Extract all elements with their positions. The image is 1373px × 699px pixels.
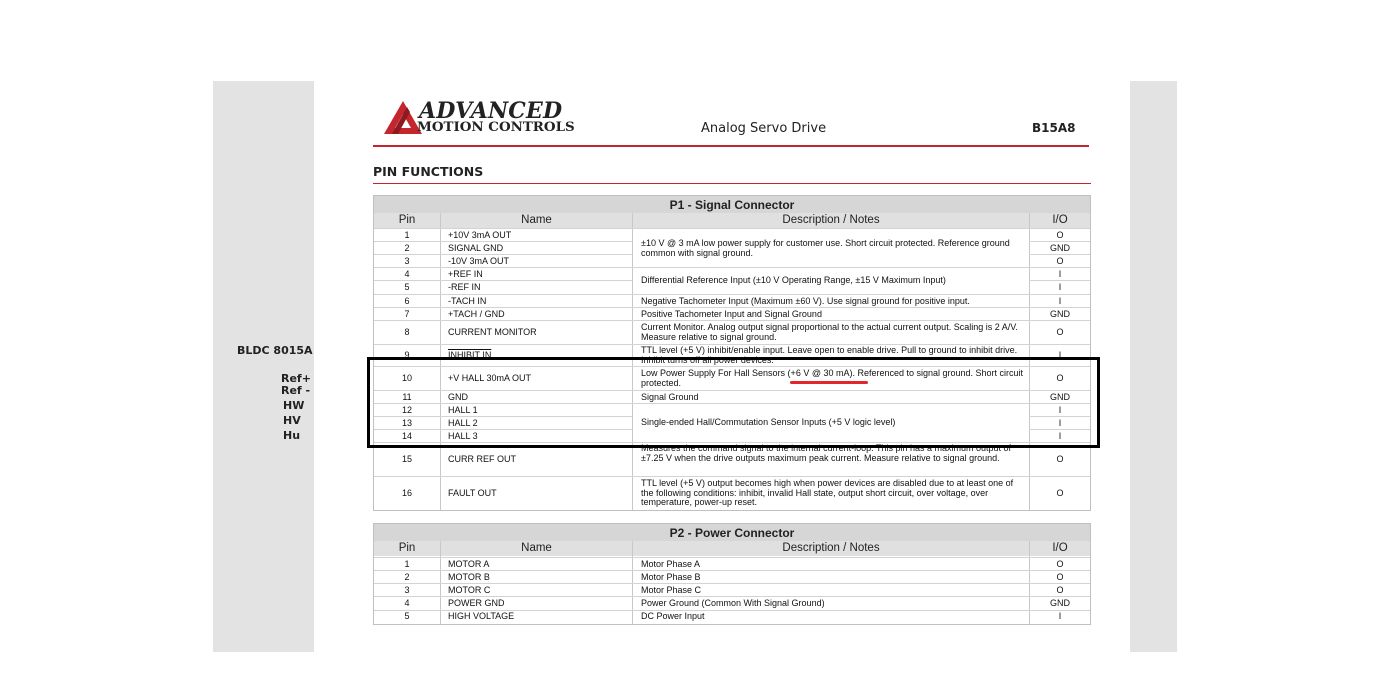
document-title: Analog Servo Drive: [701, 121, 827, 136]
pin-name: +V HALL 30mA OUT: [448, 373, 531, 383]
p1-row-divider: [374, 267, 1090, 268]
company-logo: [383, 100, 583, 140]
pin-number: 4: [404, 269, 410, 279]
pin-name: +REF IN: [448, 269, 483, 279]
pin-number: 6: [404, 296, 410, 306]
pin-number: 2: [404, 572, 410, 582]
p2-col-desc: Description / Notes: [782, 542, 880, 554]
pin-io: I: [1058, 296, 1062, 306]
p1-row-divider: [374, 320, 1090, 321]
pin-io: GND: [1050, 309, 1070, 319]
p1-row-divider: [374, 254, 632, 255]
pin-name: HALL 3: [448, 431, 478, 441]
p1-header-row: [374, 213, 1090, 228]
pin-number: 13: [401, 418, 412, 428]
highlight-box-annotation: [367, 357, 1100, 448]
p1-col-desc: Description / Notes: [782, 214, 880, 226]
side-note-ref-minus: Ref -: [281, 384, 311, 397]
p2-row-divider: [374, 583, 1090, 584]
pin-name: INHIBIT IN: [448, 350, 492, 360]
pin-name: HIGH VOLTAGE: [448, 611, 515, 621]
p1-row-divider: [374, 228, 1090, 229]
pin-number: 14: [401, 431, 412, 441]
pin-description: Differential Reference Input (±10 V Operating Range, ±15 V Maximum Input): [641, 275, 946, 285]
pin-io: I: [1058, 350, 1062, 360]
p2-col-name: Name: [521, 542, 552, 554]
pin-io: GND: [1050, 598, 1070, 608]
pin-io: I: [1058, 282, 1062, 292]
side-note-hv: HV: [283, 414, 301, 427]
logo-line-2: MOTION CONTROLS: [417, 119, 575, 135]
p2-header-row: [374, 541, 1090, 556]
pin-io: O: [1056, 327, 1064, 337]
pin-io: I: [1058, 269, 1062, 279]
pin-number: 9: [404, 350, 410, 360]
p2-col-io: I/O: [1052, 542, 1068, 554]
pin-io: I: [1058, 405, 1062, 415]
pin-number: 10: [401, 373, 412, 383]
pin-number: 4: [404, 598, 410, 608]
pin-number: 8: [404, 327, 410, 337]
pin-io: O: [1056, 230, 1064, 240]
pin-number: 3: [404, 256, 410, 266]
p1-row-divider: [1029, 241, 1090, 242]
pin-io: I: [1058, 418, 1062, 428]
pin-description: TTL level (+5 V) inhibit/enable input. Leave open to enable drive. Pull to ground to inhibit drive. Inhibit turns off all power devices.: [641, 345, 1018, 365]
pin-name: +TACH / GND: [448, 309, 505, 319]
pin-number: 5: [404, 282, 410, 292]
side-note-hw: HW: [283, 399, 305, 412]
section-heading: PIN FUNCTIONS: [373, 164, 484, 179]
pin-number: 7: [404, 309, 410, 319]
pin-number: 11: [402, 392, 412, 402]
pin-description: Power Ground (Common With Signal Ground): [641, 598, 825, 608]
pin-io: O: [1056, 256, 1064, 266]
p2-power-connector-table: [373, 523, 1091, 625]
p2-row-divider: [374, 596, 1090, 597]
pin-description: Positive Tachometer Input and Signal Ground: [641, 309, 822, 319]
pin-io: O: [1056, 454, 1064, 464]
pin-io: O: [1056, 585, 1064, 595]
pin-number: 5: [404, 611, 410, 621]
pin-name: HALL 2: [448, 418, 478, 428]
header-divider: [373, 145, 1089, 147]
pin-io: O: [1056, 488, 1064, 498]
pin-description: Motor Phase C: [641, 585, 702, 595]
model-number: B15A8: [1032, 121, 1076, 135]
p1-col-pin: Pin: [398, 214, 416, 226]
pin-number: 12: [401, 405, 412, 415]
p1-row-divider: [374, 307, 1090, 308]
p1-row-divider: [374, 476, 1090, 477]
pin-io: O: [1056, 559, 1064, 569]
pin-io: GND: [1050, 392, 1070, 402]
pin-name: MOTOR B: [448, 572, 490, 582]
pin-name: -TACH IN: [448, 296, 487, 306]
p1-table-title: P1 - Signal Connector: [374, 196, 1090, 213]
p1-row-divider: [374, 280, 632, 281]
pin-description: Negative Tachometer Input (Maximum ±60 V). Use signal ground for positive input.: [641, 296, 970, 306]
p2-table-title: P2 - Power Connector: [374, 524, 1090, 541]
pin-description: Measures the command signal to the internal current-loop. This pin has a maximum output of ±7.25 V when the drive outputs maximum peak current. Measure relative to signal ground.: [641, 443, 1012, 463]
pin-name: CURR REF OUT: [448, 454, 516, 464]
pin-number: 2: [404, 243, 410, 253]
p1-row-divider: [374, 294, 1090, 295]
left-gutter: [213, 81, 314, 652]
pin-io: GND: [1050, 243, 1070, 253]
side-note-ref-plus: Ref+: [281, 372, 311, 385]
p1-row-divider: [1029, 280, 1090, 281]
side-note-model: BLDC 8015A: [237, 344, 313, 357]
red-underline-annotation: [790, 381, 868, 384]
pin-name: MOTOR C: [448, 585, 491, 595]
p2-row-divider: [374, 570, 1090, 571]
pin-description: Current Monitor. Analog output signal proportional to the actual current output. Scaling is 2 A/V. Measure relative to signal ground.: [641, 322, 1018, 342]
pin-io: I: [1058, 611, 1062, 621]
pin-name: +10V 3mA OUT: [448, 230, 512, 240]
pin-number: 3: [404, 585, 410, 595]
pin-description: Single-ended Hall/Commutation Sensor Inputs (+5 V logic level): [641, 417, 896, 427]
pin-description: Signal Ground: [641, 392, 699, 402]
pin-number: 15: [401, 454, 412, 464]
pin-number: 16: [401, 488, 412, 498]
pin-name: SIGNAL GND: [448, 243, 504, 253]
pin-number: 1: [404, 559, 410, 569]
side-note-hu: Hu: [283, 429, 301, 442]
pin-description: Motor Phase B: [641, 572, 701, 582]
p1-col-name: Name: [521, 214, 552, 226]
p1-signal-connector-table: [373, 195, 1091, 511]
pin-name: POWER GND: [448, 598, 505, 608]
p1-col-io: I/O: [1052, 214, 1068, 226]
pin-number: 1: [404, 230, 410, 240]
pin-name: HALL 1: [448, 405, 478, 415]
p1-row-divider: [374, 241, 632, 242]
pin-description: ±10 V @ 3 mA low power supply for customer use. Short circuit protected. Reference ground common with signal ground.: [641, 238, 1010, 258]
right-gutter: [1130, 81, 1177, 652]
p2-col-pin: Pin: [398, 542, 416, 554]
pin-description: Low Power Supply For Hall Sensors (+6 V @ 30 mA). Referenced to signal ground. Short circuit protected.: [641, 368, 1024, 388]
section-divider: [373, 183, 1091, 184]
pin-description: Motor Phase A: [641, 559, 701, 569]
p1-row-divider: [1029, 254, 1090, 255]
pin-name: GND: [448, 392, 468, 402]
pin-io: O: [1056, 572, 1064, 582]
logo-line-1: ADVANCED: [419, 98, 563, 124]
pin-description: DC Power Input: [641, 611, 705, 621]
pin-name: CURRENT MONITOR: [448, 327, 537, 337]
pin-name: -REF IN: [448, 282, 481, 292]
pin-name: -10V 3mA OUT: [448, 256, 510, 266]
pin-name: MOTOR A: [448, 559, 490, 569]
pin-name: FAULT OUT: [448, 488, 497, 498]
pin-io: I: [1058, 431, 1062, 441]
pin-description: TTL level (+5 V) output becomes high when power devices are disabled due to at least one of the following conditions: inhibit, invalid Hall state, output short circuit, over voltage, over temperature, power-up reset.: [641, 478, 1014, 507]
pin-io: O: [1056, 373, 1064, 383]
p2-row-divider: [374, 557, 1090, 558]
